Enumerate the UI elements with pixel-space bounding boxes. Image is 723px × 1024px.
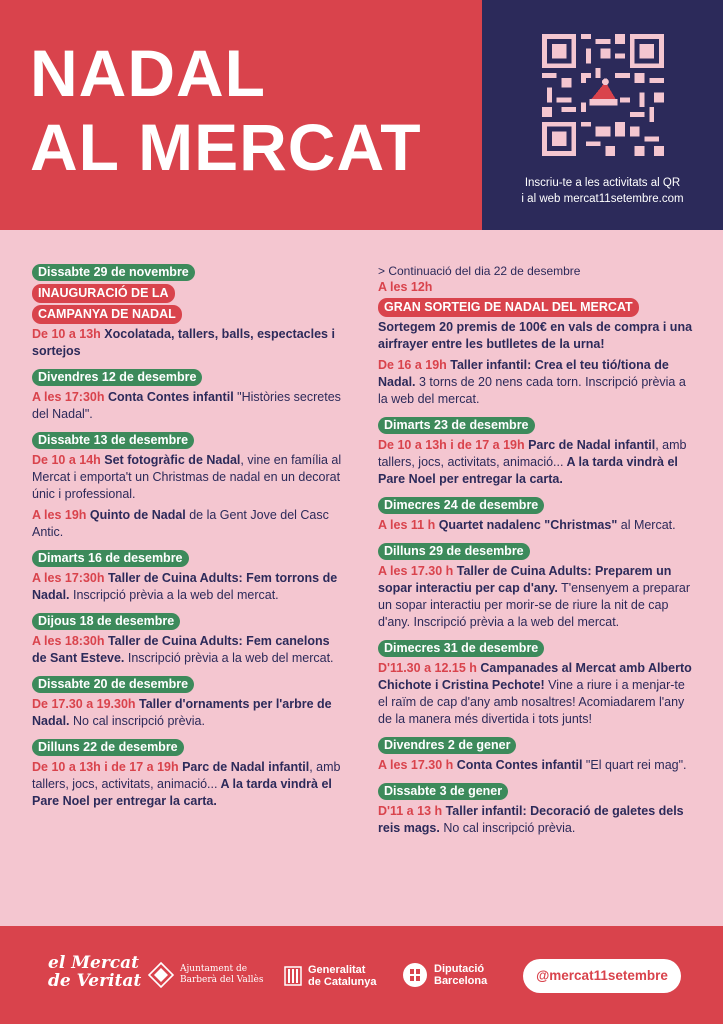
event-item: A les 17:30h Conta Contes infantil "Històries secretes del Nadal". xyxy=(32,390,341,421)
right-column xyxy=(378,263,698,845)
date-badge: Dilluns 29 de desembre xyxy=(378,543,530,560)
title-line-1: NADAL xyxy=(30,36,266,110)
title-block xyxy=(0,0,482,230)
event-day xyxy=(378,416,698,488)
event-item: A les 18:30h Taller de Cuina Adults: Fem canelons de Sant Esteve. Inscripció prèvia a la web del mercat. xyxy=(32,634,334,665)
event-day xyxy=(32,549,347,604)
event-item: A les 19h Quinto de Nadal de la Gent Jove del Casc Antic. xyxy=(32,508,329,539)
event-item: D'11.30 a 12.15 h Campanades al Mercat amb Alberto Chichote i Cristina Pechote! Vine a riure i a menjar-te el raïm de cap d'any amb nosaltres! Acomiadarem l'any de la manera més divertida i tots junts! xyxy=(378,661,692,726)
date-badge: Dilluns 22 de desembre xyxy=(32,739,184,756)
generalitat-logo: Generalitat de Catalunya xyxy=(284,964,376,988)
event-day xyxy=(32,738,347,810)
diputacio-logo: Diputació Barcelona xyxy=(402,962,487,988)
qr-note xyxy=(482,175,723,207)
page-title xyxy=(30,36,422,184)
event-item: De 10 a 14h Set fotogràfic de Nadal, vine en família al Mercat i emporta't un Christmas de nadal en un decorat únic i professional. xyxy=(32,453,342,501)
event-item: D'11 a 13 h Taller infantil: Decoració de galetes dels reis mags. No cal inscripció prèvia. xyxy=(378,804,684,835)
event-item: De 17.30 a 19.30h Taller d'ornaments per l'arbre de Nadal. No cal inscripció prèvia. xyxy=(32,697,332,728)
raffle-description: Sortegem 20 premis de 100€ en vals de compra i una airfrayer entre les butlletes de la urna! xyxy=(378,320,693,351)
header xyxy=(0,0,723,230)
highlight-badge: GRAN SORTEIG DE NADAL DEL MERCAT xyxy=(378,298,639,317)
event-item: A les 11 h Quartet nadalenc "Christmas" al Mercat. xyxy=(378,518,676,532)
event-day xyxy=(378,782,698,837)
date-badge: Dissabte 13 de desembre xyxy=(32,432,194,449)
event-item: A les 17:30h Taller de Cuina Adults: Fem torrons de Nadal. Inscripció prèvia a la web del mercat. xyxy=(32,571,338,602)
highlight-badge: INAUGURACIÓ DE LA xyxy=(32,284,175,303)
date-badge: Dimarts 16 de desembre xyxy=(32,550,189,567)
ajuntament-logo: Ajuntament de Barberà del Vallès xyxy=(148,962,263,988)
event-day xyxy=(378,639,698,728)
continuation-note: > Continuació del dia 22 de desembre xyxy=(378,264,581,278)
date-badge: Dissabte 3 de gener xyxy=(378,783,508,800)
event-day xyxy=(32,431,347,541)
date-badge: Dissabte 29 de novembre xyxy=(32,264,195,281)
event-day xyxy=(32,612,347,667)
qr-note-line-2[interactable]: i al web mercat11setembre.com xyxy=(521,193,684,205)
date-badge: Dijous 18 de desembre xyxy=(32,613,180,630)
event-day xyxy=(378,736,698,774)
left-column xyxy=(32,263,347,818)
event-item: De 10 a 13h Xocolatada, tallers, balls, espectacles i sortejos xyxy=(32,327,335,358)
event-day xyxy=(32,675,347,730)
footer xyxy=(0,926,723,1024)
qr-block xyxy=(482,0,723,230)
event-day xyxy=(378,263,698,408)
event-item: De 16 a 19h Taller infantil: Crea el teu tió/tiona de Nadal. 3 torns de 20 nens cada torn. Inscripció prèvia a la web del mercat. xyxy=(378,358,686,406)
date-badge: Dimecres 24 de desembre xyxy=(378,497,544,514)
coat-of-arms-icon xyxy=(148,962,174,988)
event-item: De 10 a 13h i de 17 a 19h Parc de Nadal infantil, amb tallers, jocs, activitats, animació... A la tarda vindrà el Pare Noel per entregar la carta. xyxy=(32,760,341,808)
title-line-2: AL MERCAT xyxy=(30,110,422,184)
qr-note-line-1: Inscriu-te a les activitats al QR xyxy=(524,177,681,189)
event-day xyxy=(32,368,347,423)
date-badge: Dimarts 23 de desembre xyxy=(378,417,535,434)
qr-code-icon[interactable] xyxy=(542,34,664,156)
event-item: De 10 a 13h i de 17 a 19h Parc de Nadal infantil, amb tallers, jocs, activitats, animació... A la tarda vindrà el Pare Noel per entregar la carta. xyxy=(378,438,687,486)
date-badge: Divendres 12 de desembre xyxy=(32,369,202,386)
event-day xyxy=(32,263,347,360)
generalitat-emblem-icon xyxy=(284,966,302,986)
event-item: A les 17.30 h Taller de Cuina Adults: Preparem un sopar interactiu per cap d'any. T'ensenyem a preparar un sopar interactiu per morir-se de riure la nit de cap d'any. Inscripció prèvia a la web del mercat. xyxy=(378,564,690,629)
date-badge: Dimecres 31 de desembre xyxy=(378,640,544,657)
event-time: A les 12h xyxy=(378,280,433,294)
highlight-badge: CAMPANYA DE NADAL xyxy=(32,305,182,324)
diputacio-emblem-icon xyxy=(402,962,428,988)
mercat-de-veritat-logo: el Mercat de Veritat xyxy=(48,953,142,991)
date-badge: Divendres 2 de gener xyxy=(378,737,516,754)
date-badge: Dissabte 20 de desembre xyxy=(32,676,194,693)
event-day xyxy=(378,496,698,534)
social-handle-button[interactable]: @mercat11setembre xyxy=(523,959,681,993)
event-day xyxy=(378,542,698,631)
event-item: A les 17.30 h Conta Contes infantil "El quart rei mag". xyxy=(378,758,687,772)
